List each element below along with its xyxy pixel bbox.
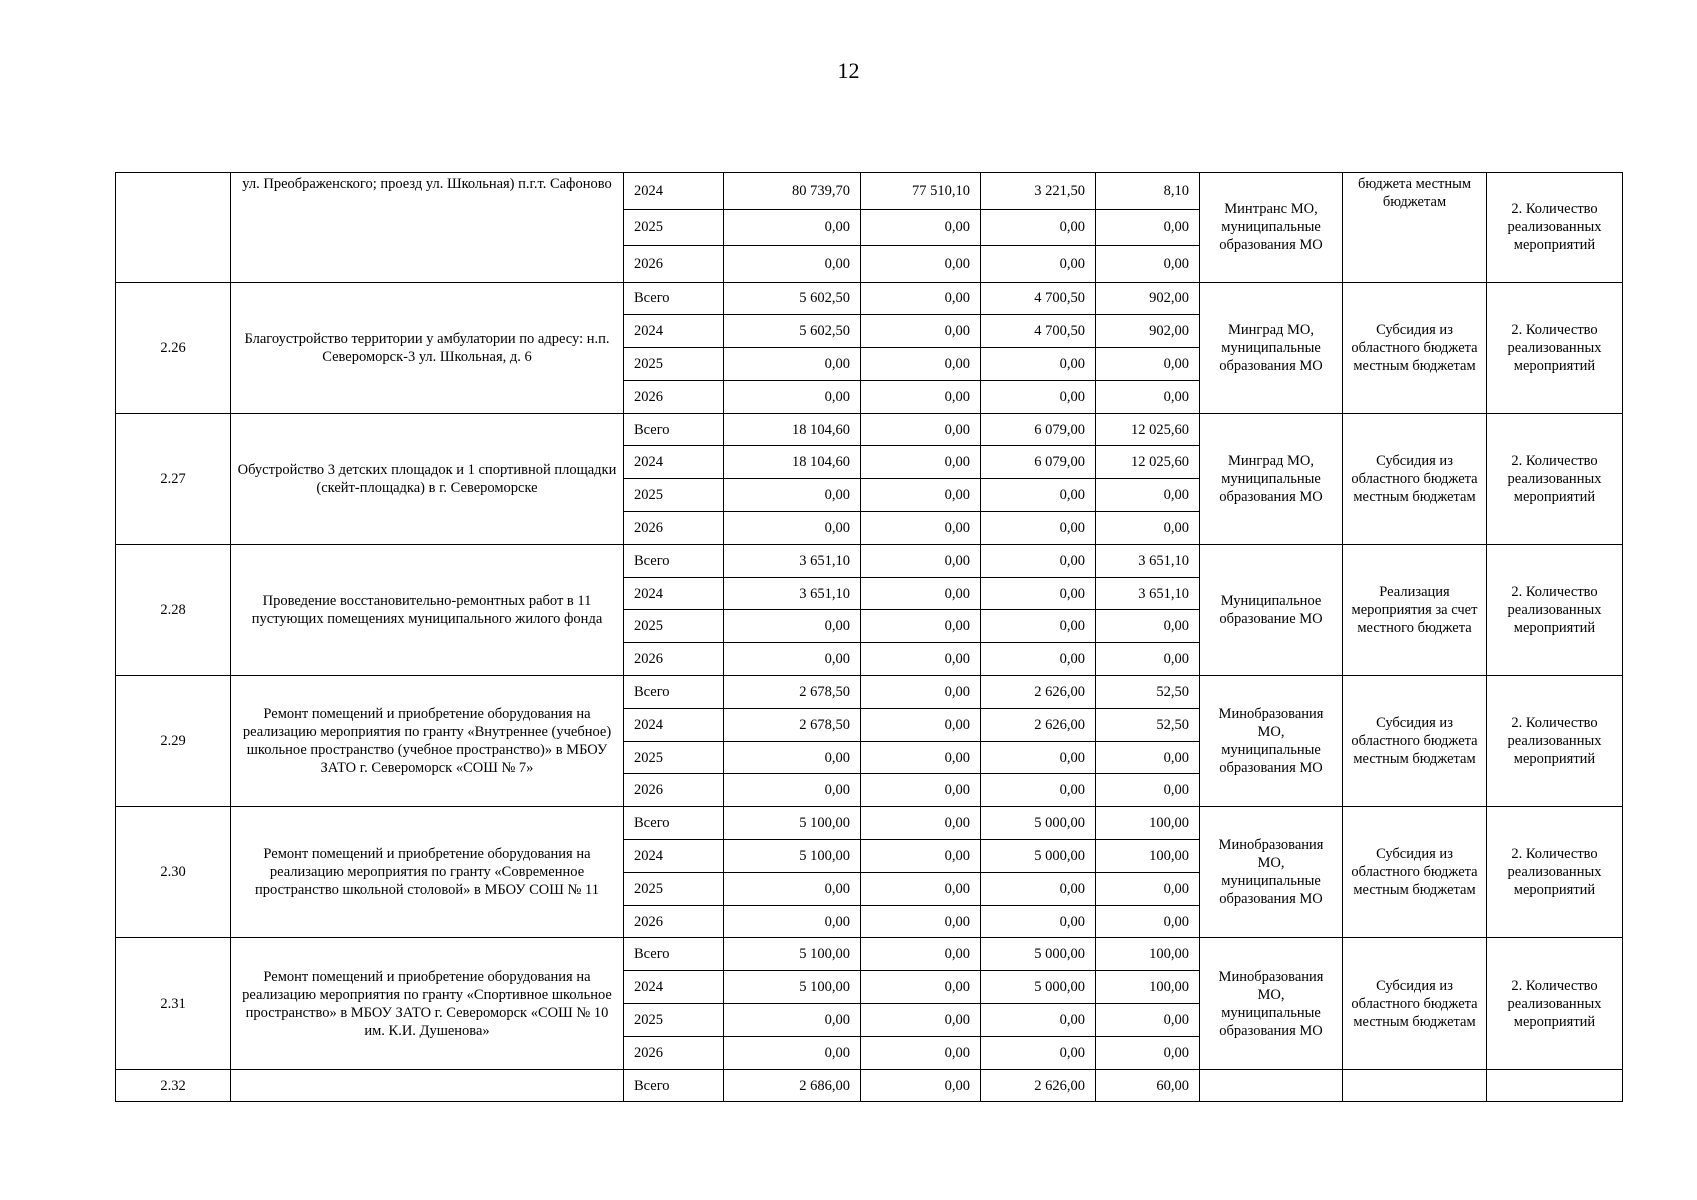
regional-amount: 5 000,00 (981, 971, 1096, 1004)
period-cell: Всего (624, 807, 724, 840)
federal-amount: 0,00 (861, 774, 981, 807)
federal-amount: 0,00 (861, 905, 981, 938)
federal-amount: 77 510,10 (861, 173, 981, 210)
funding-source: Субсидия из областного бюджета местным бюджетам (1343, 676, 1487, 807)
total-amount: 5 100,00 (724, 971, 861, 1004)
item-number: 2.26 (116, 282, 231, 413)
regional-amount: 0,00 (981, 1004, 1096, 1037)
federal-amount: 0,00 (861, 610, 981, 643)
regional-amount: 0,00 (981, 905, 1096, 938)
total-amount: 0,00 (724, 479, 861, 512)
table-row (116, 1069, 1623, 1102)
period-cell: 2024 (624, 840, 724, 873)
item-description (231, 1069, 624, 1102)
local-amount: 0,00 (1096, 348, 1200, 381)
local-amount: 3 651,10 (1096, 577, 1200, 610)
total-amount: 5 602,50 (724, 282, 861, 315)
local-amount: 902,00 (1096, 315, 1200, 348)
local-amount: 8,10 (1096, 173, 1200, 210)
federal-amount: 0,00 (861, 413, 981, 446)
federal-amount: 0,00 (861, 282, 981, 315)
total-amount: 2 678,50 (724, 708, 861, 741)
period-cell: Всего (624, 938, 724, 971)
local-amount: 0,00 (1096, 905, 1200, 938)
local-amount: 3 651,10 (1096, 544, 1200, 577)
regional-amount: 3 221,50 (981, 173, 1096, 210)
responsible-executor: Минград МО, муниципальные образования МО (1200, 413, 1343, 544)
total-amount: 0,00 (724, 905, 861, 938)
federal-amount: 0,00 (861, 971, 981, 1004)
result-indicator: 2. Количество реализованных мероприятий (1487, 282, 1623, 413)
result-indicator: 2. Количество реализованных мероприятий (1487, 676, 1623, 807)
total-amount: 0,00 (724, 209, 861, 246)
total-amount: 5 602,50 (724, 315, 861, 348)
local-amount: 12 025,60 (1096, 446, 1200, 479)
item-description: Обустройство 3 детских площадок и 1 спортивной площадки (скейт-площадка) в г. Североморске (231, 413, 624, 544)
local-amount: 0,00 (1096, 380, 1200, 413)
federal-amount: 0,00 (861, 807, 981, 840)
table-row (116, 282, 1623, 315)
period-cell: 2025 (624, 479, 724, 512)
total-amount: 3 651,10 (724, 544, 861, 577)
measures-table (115, 172, 1623, 1102)
item-number: 2.28 (116, 544, 231, 675)
federal-amount: 0,00 (861, 708, 981, 741)
local-amount: 100,00 (1096, 971, 1200, 1004)
funding-source (1343, 1069, 1487, 1102)
federal-amount: 0,00 (861, 840, 981, 873)
regional-amount: 2 626,00 (981, 708, 1096, 741)
responsible-executor: Минобразования МО, муниципальные образования МО (1200, 676, 1343, 807)
regional-amount: 0,00 (981, 512, 1096, 545)
regional-amount: 5 000,00 (981, 938, 1096, 971)
period-cell: 2026 (624, 512, 724, 545)
period-cell: 2026 (624, 905, 724, 938)
federal-amount: 0,00 (861, 246, 981, 283)
regional-amount: 0,00 (981, 348, 1096, 381)
local-amount: 0,00 (1096, 774, 1200, 807)
period-cell: 2026 (624, 1036, 724, 1069)
total-amount: 3 651,10 (724, 577, 861, 610)
total-amount: 0,00 (724, 246, 861, 283)
item-number: 2.27 (116, 413, 231, 544)
period-cell: 2025 (624, 348, 724, 381)
regional-amount: 6 079,00 (981, 413, 1096, 446)
total-amount: 18 104,60 (724, 446, 861, 479)
table-row (116, 938, 1623, 971)
item-number: 2.29 (116, 676, 231, 807)
regional-amount: 0,00 (981, 479, 1096, 512)
federal-amount: 0,00 (861, 643, 981, 676)
local-amount: 0,00 (1096, 610, 1200, 643)
total-amount: 18 104,60 (724, 413, 861, 446)
table-row (116, 173, 1623, 210)
period-cell: 2024 (624, 173, 724, 210)
table-body (116, 173, 1623, 1102)
period-cell: 2026 (624, 380, 724, 413)
local-amount: 0,00 (1096, 479, 1200, 512)
federal-amount: 0,00 (861, 512, 981, 545)
regional-amount: 0,00 (981, 774, 1096, 807)
funding-source: Субсидия из областного бюджета местным бюджетам (1343, 282, 1487, 413)
local-amount: 52,50 (1096, 676, 1200, 709)
responsible-executor (1200, 1069, 1343, 1102)
period-cell: 2024 (624, 971, 724, 1004)
regional-amount: 0,00 (981, 872, 1096, 905)
period-cell: 2025 (624, 1004, 724, 1037)
period-cell: 2025 (624, 741, 724, 774)
total-amount: 0,00 (724, 643, 861, 676)
result-indicator: 2. Количество реализованных мероприятий (1487, 807, 1623, 938)
period-cell: Всего (624, 676, 724, 709)
responsible-executor: Муниципальное образование МО (1200, 544, 1343, 675)
total-amount: 5 100,00 (724, 807, 861, 840)
total-amount: 0,00 (724, 380, 861, 413)
period-cell: 2025 (624, 872, 724, 905)
local-amount: 0,00 (1096, 741, 1200, 774)
period-cell: 2026 (624, 246, 724, 283)
total-amount: 0,00 (724, 610, 861, 643)
page-number: 12 (837, 58, 860, 83)
funding-source: Субсидия из областного бюджета местным бюджетам (1343, 807, 1487, 938)
period-cell: 2024 (624, 315, 724, 348)
funding-source: Субсидия из областного бюджета местным бюджетам (1343, 413, 1487, 544)
federal-amount: 0,00 (861, 380, 981, 413)
local-amount: 52,50 (1096, 708, 1200, 741)
period-cell: Всего (624, 413, 724, 446)
regional-amount: 0,00 (981, 246, 1096, 283)
total-amount: 0,00 (724, 774, 861, 807)
federal-amount: 0,00 (861, 315, 981, 348)
federal-amount: 0,00 (861, 676, 981, 709)
regional-amount: 2 626,00 (981, 1069, 1096, 1102)
total-amount: 5 100,00 (724, 938, 861, 971)
responsible-executor: Минобразования МО, муниципальные образования МО (1200, 938, 1343, 1069)
period-cell: 2026 (624, 643, 724, 676)
local-amount: 0,00 (1096, 872, 1200, 905)
responsible-executor: Минобразования МО, муниципальные образования МО (1200, 807, 1343, 938)
result-indicator: 2. Количество реализованных мероприятий (1487, 413, 1623, 544)
federal-amount: 0,00 (861, 348, 981, 381)
regional-amount: 0,00 (981, 643, 1096, 676)
regional-amount: 0,00 (981, 544, 1096, 577)
total-amount: 0,00 (724, 1036, 861, 1069)
funding-source: Реализация мероприятия за счет местного бюджета (1343, 544, 1487, 675)
period-cell: 2024 (624, 708, 724, 741)
regional-amount: 0,00 (981, 380, 1096, 413)
responsible-executor: Минтранс МО, муниципальные образования МО (1200, 173, 1343, 283)
local-amount: 0,00 (1096, 512, 1200, 545)
table-row (116, 544, 1623, 577)
item-description: Проведение восстановительно-ремонтных работ в 11 пустующих помещениях муниципального жилого фонда (231, 544, 624, 675)
regional-amount: 4 700,50 (981, 282, 1096, 315)
table-row (116, 676, 1623, 709)
federal-amount: 0,00 (861, 544, 981, 577)
funding-source: Субсидия из областного бюджета местным бюджетам (1343, 938, 1487, 1069)
total-amount: 2 686,00 (724, 1069, 861, 1102)
local-amount: 0,00 (1096, 643, 1200, 676)
regional-amount: 5 000,00 (981, 840, 1096, 873)
local-amount: 0,00 (1096, 1036, 1200, 1069)
table-row (116, 413, 1623, 446)
period-cell: Всего (624, 544, 724, 577)
federal-amount: 0,00 (861, 577, 981, 610)
federal-amount: 0,00 (861, 938, 981, 971)
result-indicator: 2. Количество реализованных мероприятий (1487, 544, 1623, 675)
total-amount: 80 739,70 (724, 173, 861, 210)
local-amount: 100,00 (1096, 807, 1200, 840)
regional-amount: 5 000,00 (981, 807, 1096, 840)
period-cell: Всего (624, 1069, 724, 1102)
table-row (116, 807, 1623, 840)
period-cell: 2024 (624, 446, 724, 479)
item-number: 2.32 (116, 1069, 231, 1102)
local-amount: 100,00 (1096, 938, 1200, 971)
total-amount: 5 100,00 (724, 840, 861, 873)
item-description: Ремонт помещений и приобретение оборудования на реализацию мероприятия по гранту «Внутреннее (учебное) школьное пространство (учебное пространство)» в МБОУ ЗАТО г. Североморск «СОШ № 7» (231, 676, 624, 807)
item-description: Ремонт помещений и приобретение оборудования на реализацию мероприятия по гранту «Современное пространство школьной столовой» в МБОУ СОШ № 11 (231, 807, 624, 938)
item-number: 2.31 (116, 938, 231, 1069)
federal-amount: 0,00 (861, 479, 981, 512)
total-amount: 0,00 (724, 1004, 861, 1037)
regional-amount: 0,00 (981, 577, 1096, 610)
regional-amount: 0,00 (981, 209, 1096, 246)
period-cell: Всего (624, 282, 724, 315)
local-amount: 0,00 (1096, 1004, 1200, 1037)
regional-amount: 0,00 (981, 610, 1096, 643)
federal-amount: 0,00 (861, 446, 981, 479)
period-cell: 2026 (624, 774, 724, 807)
result-indicator (1487, 1069, 1623, 1102)
federal-amount: 0,00 (861, 1069, 981, 1102)
federal-amount: 0,00 (861, 209, 981, 246)
total-amount: 0,00 (724, 872, 861, 905)
item-number: 2.30 (116, 807, 231, 938)
federal-amount: 0,00 (861, 1036, 981, 1069)
local-amount: 902,00 (1096, 282, 1200, 315)
local-amount: 0,00 (1096, 246, 1200, 283)
period-cell: 2024 (624, 577, 724, 610)
item-number (116, 173, 231, 283)
regional-amount: 4 700,50 (981, 315, 1096, 348)
federal-amount: 0,00 (861, 741, 981, 774)
item-description: Благоустройство территории у амбулатории по адресу: н.п. Североморск-3 ул. Школьная, д. 6 (231, 282, 624, 413)
period-cell: 2025 (624, 610, 724, 643)
local-amount: 60,00 (1096, 1069, 1200, 1102)
responsible-executor: Минград МО, муниципальные образования МО (1200, 282, 1343, 413)
total-amount: 0,00 (724, 348, 861, 381)
total-amount: 0,00 (724, 741, 861, 774)
regional-amount: 2 626,00 (981, 676, 1096, 709)
federal-amount: 0,00 (861, 872, 981, 905)
local-amount: 100,00 (1096, 840, 1200, 873)
regional-amount: 0,00 (981, 1036, 1096, 1069)
result-indicator: 2. Количество реализованных мероприятий (1487, 938, 1623, 1069)
total-amount: 2 678,50 (724, 676, 861, 709)
regional-amount: 0,00 (981, 741, 1096, 774)
funding-source: бюджета местным бюджетам (1343, 173, 1487, 283)
item-description: Ремонт помещений и приобретение оборудования на реализацию мероприятия по гранту «Спортивное школьное пространство» в МБОУ ЗАТО г. Североморск «СОШ № 10 им. К.И. Душенова» (231, 938, 624, 1069)
result-indicator: 2. Количество реализованных мероприятий (1487, 173, 1623, 283)
period-cell: 2025 (624, 209, 724, 246)
regional-amount: 6 079,00 (981, 446, 1096, 479)
item-description: ул. Преображенского; проезд ул. Школьная) п.г.т. Сафоново (231, 173, 624, 283)
local-amount: 0,00 (1096, 209, 1200, 246)
federal-amount: 0,00 (861, 1004, 981, 1037)
local-amount: 12 025,60 (1096, 413, 1200, 446)
total-amount: 0,00 (724, 512, 861, 545)
